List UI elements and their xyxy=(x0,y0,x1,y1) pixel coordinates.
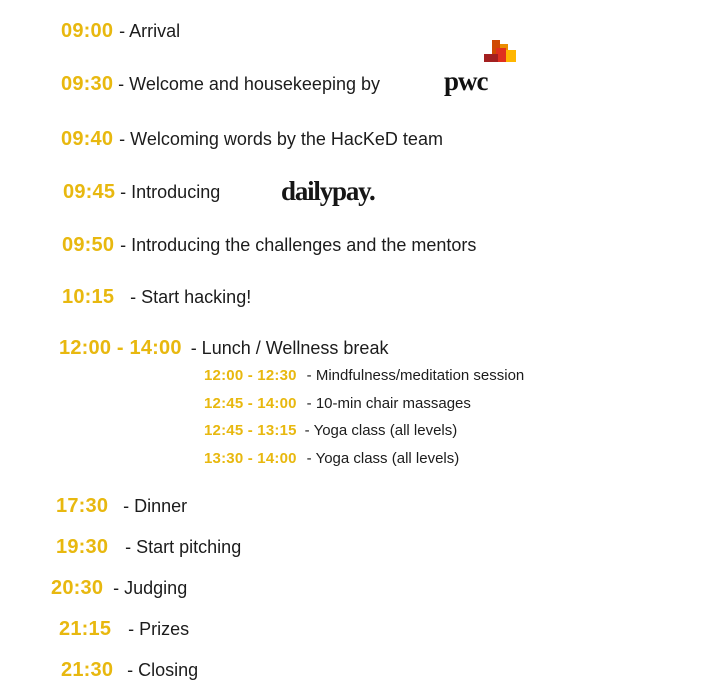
schedule-row-prizes xyxy=(59,618,189,641)
time-label: 21:30 xyxy=(61,659,114,681)
time-label: 20:30 xyxy=(51,577,104,599)
lunch-session-row xyxy=(204,367,524,384)
time-label: 10:15 xyxy=(62,286,115,308)
schedule-row-pitching xyxy=(56,536,241,559)
event-label: - 10-min chair massages xyxy=(306,395,471,412)
event-label: - Start hacking! xyxy=(130,287,252,307)
event-label: - Closing xyxy=(127,660,199,680)
event-label: - Welcome and housekeeping by xyxy=(118,74,380,94)
event-label: - Introducing xyxy=(120,182,221,202)
schedule-row-welcoming-words xyxy=(61,128,443,151)
pwc-logo-text: pwc xyxy=(444,66,488,96)
lunch-session-row xyxy=(204,395,471,412)
event-label: - Start pitching xyxy=(125,537,242,557)
event-label: - Judging xyxy=(113,578,188,598)
time-label: 12:45 - 14:00 xyxy=(204,395,297,412)
schedule-row-arrival xyxy=(61,20,180,43)
time-label: 12:00 - 12:30 xyxy=(204,367,297,384)
lunch-session-row xyxy=(204,450,459,467)
schedule-row-lunch xyxy=(59,337,388,360)
schedule-row-welcome xyxy=(61,73,380,96)
event-label: - Yoga class (all levels) xyxy=(304,422,458,439)
event-label: - Welcoming words by the HacKeD team xyxy=(119,129,443,149)
time-label: 12:00 - 14:00 xyxy=(59,337,182,359)
schedule-row-closing xyxy=(61,659,198,682)
time-label: 09:30 xyxy=(61,73,114,95)
schedule-row-challenges xyxy=(62,234,476,257)
time-label: 09:00 xyxy=(61,20,114,42)
event-label: - Mindfulness/meditation session xyxy=(306,367,525,384)
schedule-row-judging xyxy=(51,577,187,600)
time-label: 12:45 - 13:15 xyxy=(204,422,297,439)
time-label: 13:30 - 14:00 xyxy=(204,450,297,467)
time-label: 09:45 xyxy=(63,181,116,203)
event-label: - Prizes xyxy=(128,619,190,639)
schedule-row-start-hacking xyxy=(62,286,251,309)
schedule-row-dinner xyxy=(56,495,187,518)
time-label: 09:50 xyxy=(62,234,115,256)
time-label: 09:40 xyxy=(61,128,114,150)
event-label: - Arrival xyxy=(119,21,181,41)
lunch-session-row xyxy=(204,422,457,439)
event-label: - Introducing the challenges and the mentors xyxy=(120,235,477,255)
time-label: 21:15 xyxy=(59,618,112,640)
time-label: 19:30 xyxy=(56,536,109,558)
event-label: - Dinner xyxy=(123,496,188,516)
dailypay-logo: dailypay. xyxy=(281,176,375,206)
schedule-row-introducing xyxy=(63,181,220,204)
pwc-logo xyxy=(444,40,524,98)
event-label: - Lunch / Wellness break xyxy=(190,338,389,358)
time-label: 17:30 xyxy=(56,495,109,517)
event-label: - Yoga class (all levels) xyxy=(306,450,460,467)
